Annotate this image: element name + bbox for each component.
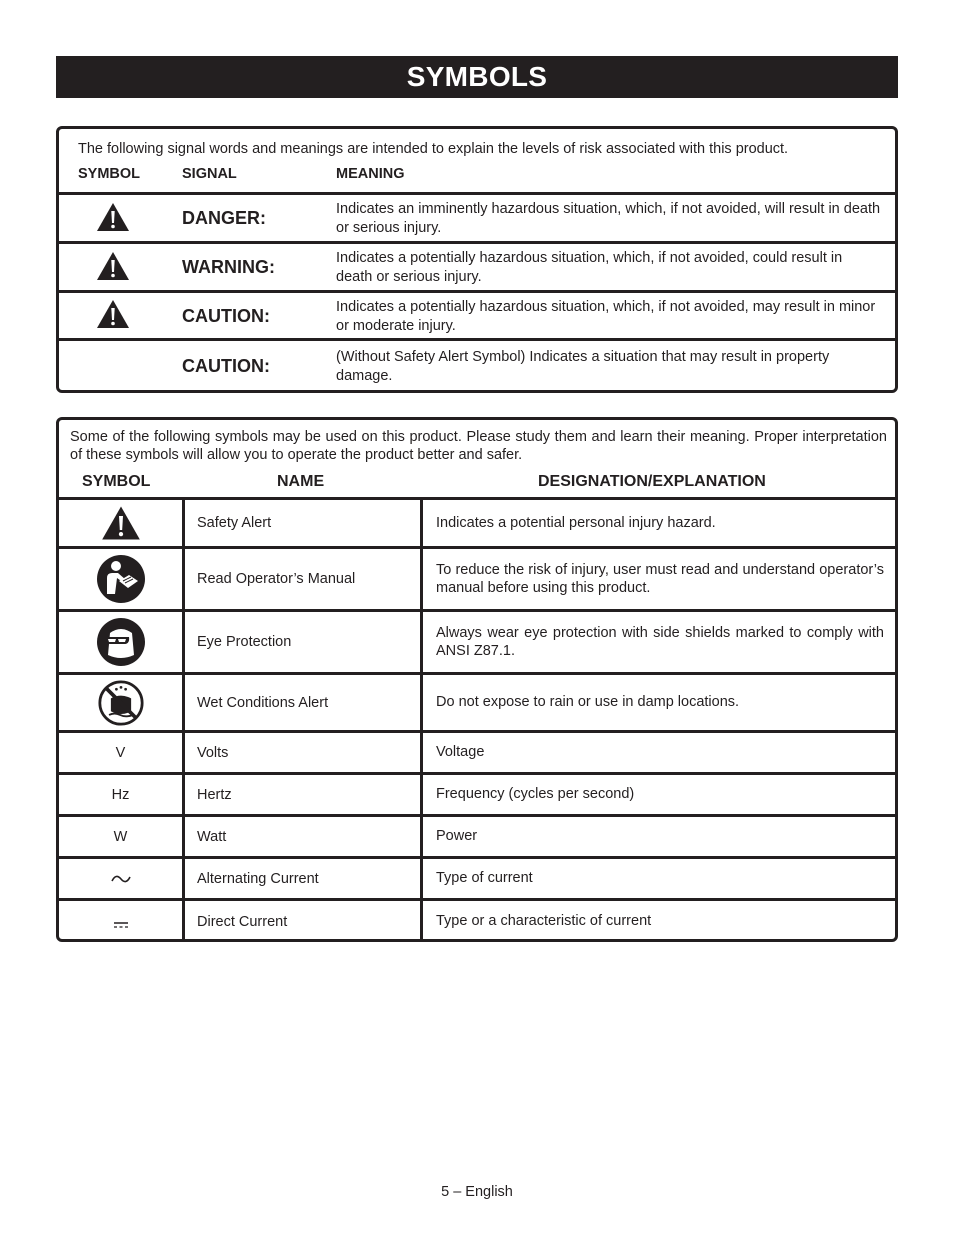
name-cell: Read Operator’s Manual (182, 549, 420, 609)
header-designation: DESIGNATION/EXPLANATION (538, 473, 766, 490)
signal-words-table (56, 126, 898, 393)
signal-label: CAUTION: (182, 356, 270, 376)
table-row (59, 856, 895, 898)
symbol-cell (59, 859, 182, 898)
symbol-cell: V (115, 744, 126, 761)
designation-cell: Always wear eye protection with side shields marked to comply with ANSI Z87.1. (420, 612, 895, 672)
signal-meaning: Indicates a potentially hazardous situation, which, if not avoided, may result in minor or moderate injury. (336, 299, 876, 334)
header-symbol: SYMBOL (78, 166, 141, 182)
signal-meaning: (Without Safety Alert Symbol) Indicates a situation that may result in property damage. (336, 349, 830, 384)
eye-protection-icon (96, 617, 146, 667)
designation-cell: Do not expose to rain or use in damp locations. (420, 675, 895, 730)
table-row (59, 814, 895, 856)
direct-current-icon (113, 920, 129, 930)
signal-label: DANGER: (182, 208, 266, 228)
signal-meaning: Indicates a potentially hazardous situation, which, if not avoided, could result in death or serious injury. (336, 250, 843, 285)
signal-row-warning (59, 241, 895, 290)
page-footer: 5 – English (441, 1184, 513, 1200)
signal-intro-text: The following signal words and meanings are intended to explain the levels of risk associated with this product. (78, 141, 789, 157)
table-row (59, 609, 895, 672)
signal-row-caution (59, 290, 895, 338)
symbol-cell: W (113, 828, 128, 845)
name-cell: Volts (182, 733, 420, 772)
symbol-cell (59, 500, 182, 546)
signal-meaning: Indicates an imminently hazardous situation, which, if not avoided, will result in death or serious injury. (336, 201, 881, 236)
name-cell: Watt (182, 817, 420, 856)
designation-cell: Voltage (420, 733, 895, 772)
wet-conditions-icon (98, 680, 144, 726)
signal-row-danger (59, 192, 895, 241)
signal-row-caution-property (59, 338, 895, 393)
designation-cell: Indicates a potential personal injury hazard. (420, 500, 895, 546)
table-row (59, 772, 895, 814)
table-row (59, 546, 895, 609)
symbol-cell (59, 901, 182, 942)
symbol-cell (59, 549, 182, 609)
read-manual-icon (96, 554, 146, 604)
signal-label: WARNING: (182, 257, 275, 277)
table-row (59, 497, 895, 546)
page-title: SYMBOLS (56, 56, 898, 98)
header-symbol: SYMBOL (82, 473, 151, 490)
alternating-current-icon (110, 872, 132, 886)
safety-alert-triangle-icon (96, 202, 130, 232)
header-meaning: MEANING (336, 166, 405, 182)
designation-cell: Type of current (420, 859, 895, 898)
header-signal: SIGNAL (182, 166, 237, 182)
symbol-cell (59, 675, 182, 730)
designation-cell: Power (420, 817, 895, 856)
header-name: NAME (277, 473, 325, 490)
name-cell: Hertz (182, 775, 420, 814)
product-symbols-table (56, 417, 898, 942)
symbol-cell: Hz (111, 786, 130, 803)
name-cell: Direct Current (182, 901, 420, 942)
name-cell: Alternating Current (182, 859, 420, 898)
designation-cell: To reduce the risk of injury, user must read and understand operator’s manual before using this product. (420, 549, 895, 609)
designation-cell: Type or a characteristic of current (420, 901, 895, 942)
name-cell: Eye Protection (182, 612, 420, 672)
table-row (59, 730, 895, 772)
name-cell: Wet Conditions Alert (182, 675, 420, 730)
signal-label: CAUTION: (182, 306, 270, 326)
designation-cell: Frequency (cycles per second) (420, 775, 895, 814)
safety-alert-triangle-icon (96, 251, 130, 281)
table-row (59, 672, 895, 730)
safety-alert-triangle-icon (101, 505, 141, 541)
symbol-cell (59, 612, 182, 672)
name-cell: Safety Alert (182, 500, 420, 546)
safety-alert-triangle-icon (96, 299, 130, 329)
symbols-intro-text: Some of the following symbols may be used on this product. Please study them and learn their meaning. Proper interpretation of these symbols will allow you to operate the product better and safer. (70, 429, 887, 463)
table-row (59, 898, 895, 942)
